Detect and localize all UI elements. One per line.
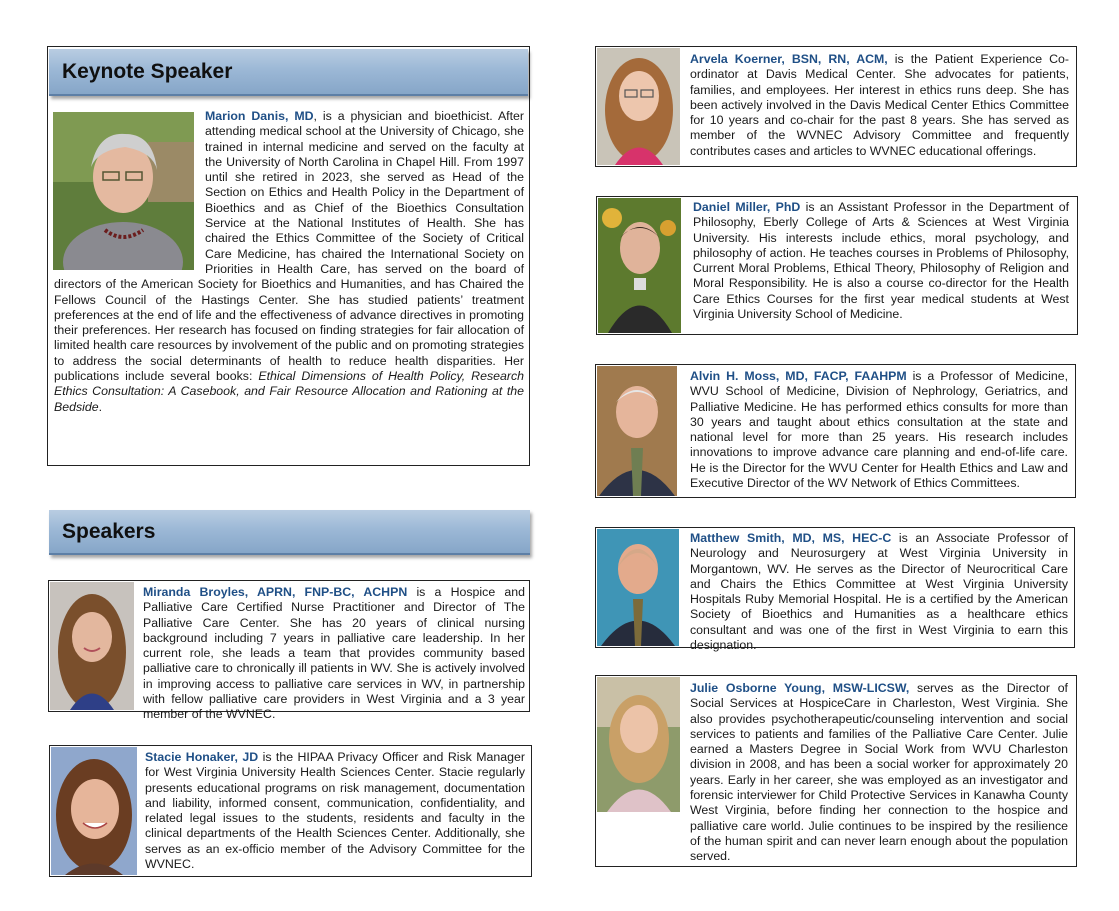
keynote-bio-text: , is a physician and bioethicist. After attending medical school at the University of Chicago, she trained in internal medicine and served on the faculty at the University of North Carolina in Chapel Hill. From 1997 until she retired in 2023, she served as Head of the Section on Ethics and Health Policy in the Department of Bioethics and as Chief of the Bioethics Consultation Service at the National Institutes of Health. She has chaired the Ethics Committee of the Society of Critical Care Medicine, has chaired the International Society on Priorities in Health Care, has served on the board of directors of the American Society for Bioethics and Humanities, and has Chaired the Fellows Council of the Hastings Center. She has studied patients’ treatment preferences at the end of life and the effectiveness of advance directives in promoting their preferences. Her research has focused on finding strategies for fair allocation of limited health care resources by involvement of the public and on promoting strategies to address the social determinants of health to reduce health disparities. Her publications include several books: xyxy=(54,109,525,384)
speaker-photo-matthew xyxy=(597,529,679,646)
speaker-bio-alvin xyxy=(690,369,1068,491)
speaker-bio-daniel xyxy=(693,200,1069,322)
keynote-name: Marion Danis, MD xyxy=(205,109,314,123)
speaker-text-miranda: is a Hospice and Palliative Care Certified Nurse Practitioner and Director of The Palliative Care Center. She has 20 years of clinical nursing background including 7 years in palliative care leadership. In her current role, she leads a team that provides community based palliative care to chronically ill patients in WV. She is actively involved in improving access to palliative care services in WV, in partnership with fellow palliative care providers in West Virginia and a 3 year member of the WVNEC. xyxy=(143,585,525,722)
speaker-photo-stacie xyxy=(51,747,137,875)
speaker-name-stacie: Stacie Honaker, JD xyxy=(145,750,259,764)
keynote-photo-float xyxy=(54,109,205,276)
speaker-text-julie: serves as the Director of Social Services at HospiceCare in Charleston, West Virginia. She also provides psychotherapeutic/counseling intervention and social services to patients and families of the Palliative Care Center. Julie earned a Masters Degree in Social Work from WVU Charleston division in 2008, and has been a social worker for approximately 20 years. Early in her career, she was employed as an investigator and forensic interviewer for Child Protective Services in Kanawha County West Virginia, before finding her connection to the hospice and palliative care world. Julie continues to be inspired by the resilience of the human spirit and can never learn enough about the population served. xyxy=(690,681,1068,864)
speaker-text-alvin: is a Professor of Medicine, WVU School of Medicine, Division of Nephrology, Geriatrics, and Palliative Medicine. He has performed ethics consults for more than 30 years and taught about ethics consultation at the state and national level for more than 25 years. His research includes innovations to improve advance care planning and end-of-life care. He is the Director for the WVU Center for Health Ethics and Law and Executive Director of the WV Network of Ethics Committees. xyxy=(690,369,1068,491)
speaker-text-matthew: is an Associate Professor of Neurology and Neurosurgery at West Virginia University in Morgantown, WV. He serves as the Director of Neurocritical Care and Chairs the Ethics Committee at West Virginia University Hospitals Ruby Memorial Hospital. He is a certified by the American Society of Bioethics and Humanities as a healthcare ethics consultant and was one of the first in West Virginia to earn this designation. xyxy=(690,531,1068,653)
speaker-bio-julie xyxy=(690,681,1068,865)
speaker-text-stacie: is the HIPAA Privacy Officer and Risk Manager for West Virginia University Health Sciences Center. Stacie regularly presents educational programs on risk management, documentation and liability, informed consent, communication, confidentiality, and related legal issues to the students, residents and faculty in the clinical departments of the Health Sciences Center. Additionally, she serves as an ex-officio member of the Advisory Committee for the WVNEC. xyxy=(145,750,525,872)
speaker-name-arvela: Arvela Koerner, BSN, RN, ACM, xyxy=(690,52,888,66)
speaker-photo-arvela xyxy=(597,48,680,165)
speaker-photo-miranda xyxy=(50,582,134,710)
speaker-name-julie: Julie Osborne Young, MSW-LICSW, xyxy=(690,681,910,695)
speaker-bio-miranda xyxy=(143,585,525,723)
speaker-bio-arvela xyxy=(690,52,1069,159)
speaker-text-daniel: is an Assistant Professor in the Department of Philosophy, Eberly College of Arts & Sciences at West Virginia University. His interests include ethics, moral psychology, and philosophy of action. He teaches courses in Problems of Philosophy, Current Moral Problems, Ethical Theory, Philosophy of Religion and Moral Responsibility. He is also a course co-director for the Health Care Ethics Courses for the first year medical students at West Virginia University School of Medicine. xyxy=(693,200,1070,322)
keynote-bio xyxy=(54,109,524,415)
speaker-name-matthew: Matthew Smith, MD, MS, HEC-C xyxy=(690,531,892,545)
speaker-photo-alvin xyxy=(597,366,677,496)
speaker-bio-matthew xyxy=(690,531,1068,653)
speaker-text-arvela: is the Patient Experience Co-ordinator at Davis Medical Center. She advocates for patients, families, and employees. Her interest in ethics runs deep. She has been actively involved in the Davis Medical Center Ethics Committee for 10 years and co-chair for the past 8 years. She has served as member of the WVNEC Advisory Committee and frequently contributes cases and articles to WVNEC educational offerings. xyxy=(690,52,1070,158)
speaker-photo-daniel xyxy=(598,198,681,333)
speaker-name-alvin: Alvin H. Moss, MD, FACP, FAAHPM xyxy=(690,369,907,383)
speaker-photo-julie xyxy=(597,677,680,812)
keynote-bio-end: . xyxy=(98,399,103,414)
speakers-heading: Speakers xyxy=(49,510,530,555)
keynote-heading: Keynote Speaker xyxy=(49,49,528,96)
speaker-name-miranda: Miranda Broyles, APRN, FNP-BC, ACHPN xyxy=(143,585,408,599)
speaker-bio-stacie xyxy=(145,750,525,872)
speaker-name-daniel: Daniel Miller, PhD xyxy=(693,200,801,214)
keynote-books: Ethical Dimensions of Health Policy, Research Ethics Consultation: A Casebook, and Fair Resource Allocation and Rationing at the Bedside xyxy=(54,369,524,414)
